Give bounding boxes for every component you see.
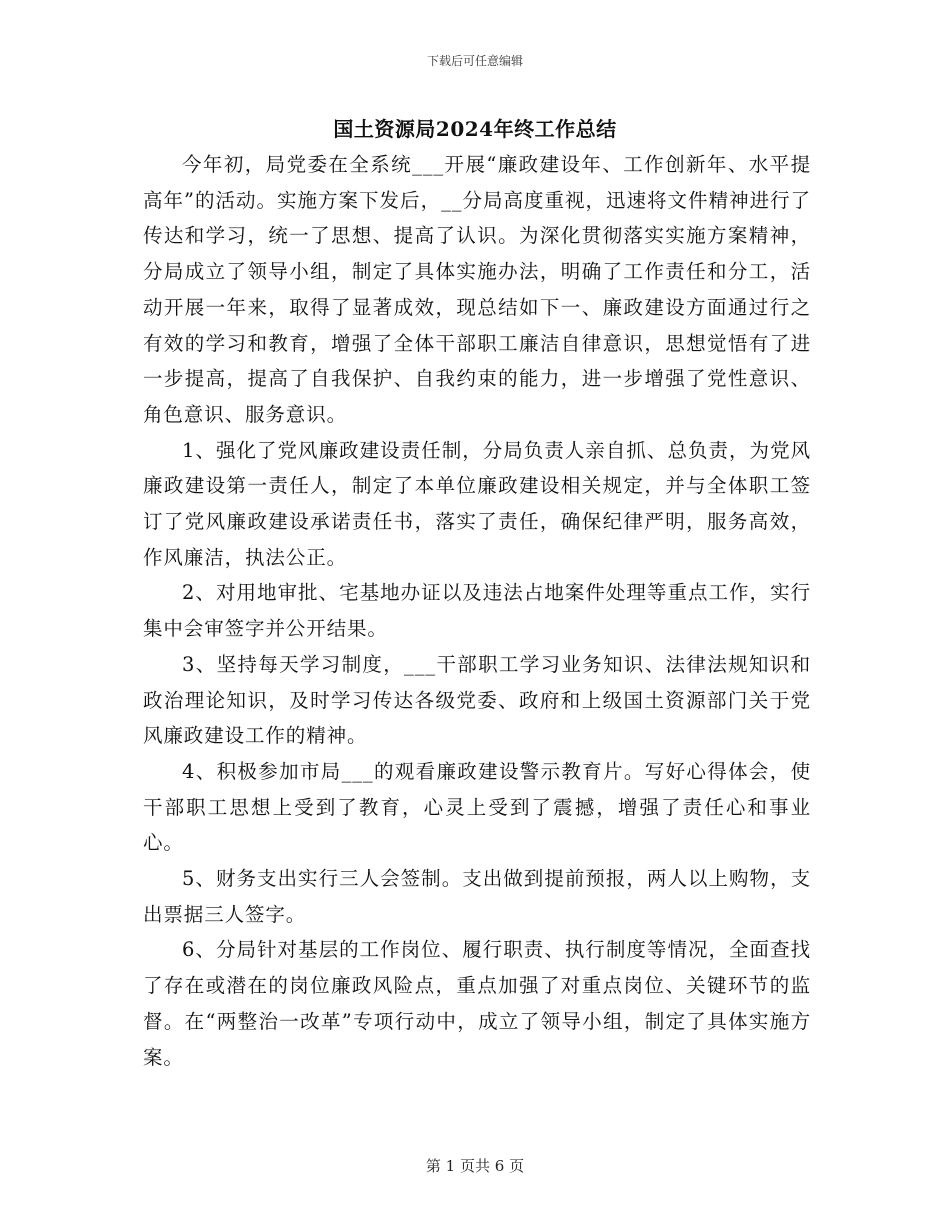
paragraph-item-2: 2、对用地审批、宅基地办证以及违法占地案件处理等重点工作，实行集中会审签字并公开结果。 [143,581,811,641]
paragraph-item-6: 6、分局针对基层的工作岗位、履行职责、执行制度等情况，全面查找了存在或潜在的岗位廉政风险点，重点加强了对重点岗位、关键环节的监督。在“两整治一改革”专项行动中，成立了领导小组，制定了具体实施方案。 [143,938,811,1069]
header-note: 下载后可任意编辑 [426,54,523,68]
document-title: 国土资源局2024年终工作总结 [333,117,617,141]
paragraph-item-3: 3、坚持每天学习制度，___干部职工学习业务知识、法律法规知识和政治理论知识，及时学习传达各级党委、政府和上级国土资源部门关于党风廉政建设工作的精神。 [143,652,811,748]
document-body [143,147,811,1075]
paragraph-item-5: 5、财务支出实行三人会签制。支出做到提前预报，两人以上购物，支出票据三人签字。 [143,867,811,926]
paragraph-item-4: 4、积极参加市局___的观看廉政建设警示教育片。写好心得体会，使干部职工思想上受到了教育，心灵上受到了震撼，增强了责任心和事业心。 [143,759,811,855]
paragraph-intro: 今年初，局党委在全系统___开展“廉政建设年、工作创新年、水平提高年”的活动。实施方案下发后，__分局高度重视，迅速将文件精神进行了传达和学习，统一了思想、提高了认识。为深化贯彻落实实施方案精神，分局成立了领导小组，制定了具体实施办法，明确了工作责任和分工，活动开展一年来，取得了显著成效，现总结如下一、廉政建设方面通过行之有效的学习和教育，增强了全体干部职工廉洁自律意识，思想觉悟有了进一步提高，提高了自我保护、自我约束的能力，进一步增强了党性意识、角色意识、服务意识。 [143,153,811,426]
paragraph-item-1: 1、强化了党风廉政建设责任制，分局负责人亲自抓、总负责，为党风廉政建设第一责任人，制定了本单位廉政建设相关规定，并与全体职工签订了党风廉政建设承诺责任书，落实了责任，确保纪律严明，服务高效，作风廉洁，执法公正。 [143,438,811,569]
page-number: 第 1 页共 6 页 [425,1157,525,1175]
